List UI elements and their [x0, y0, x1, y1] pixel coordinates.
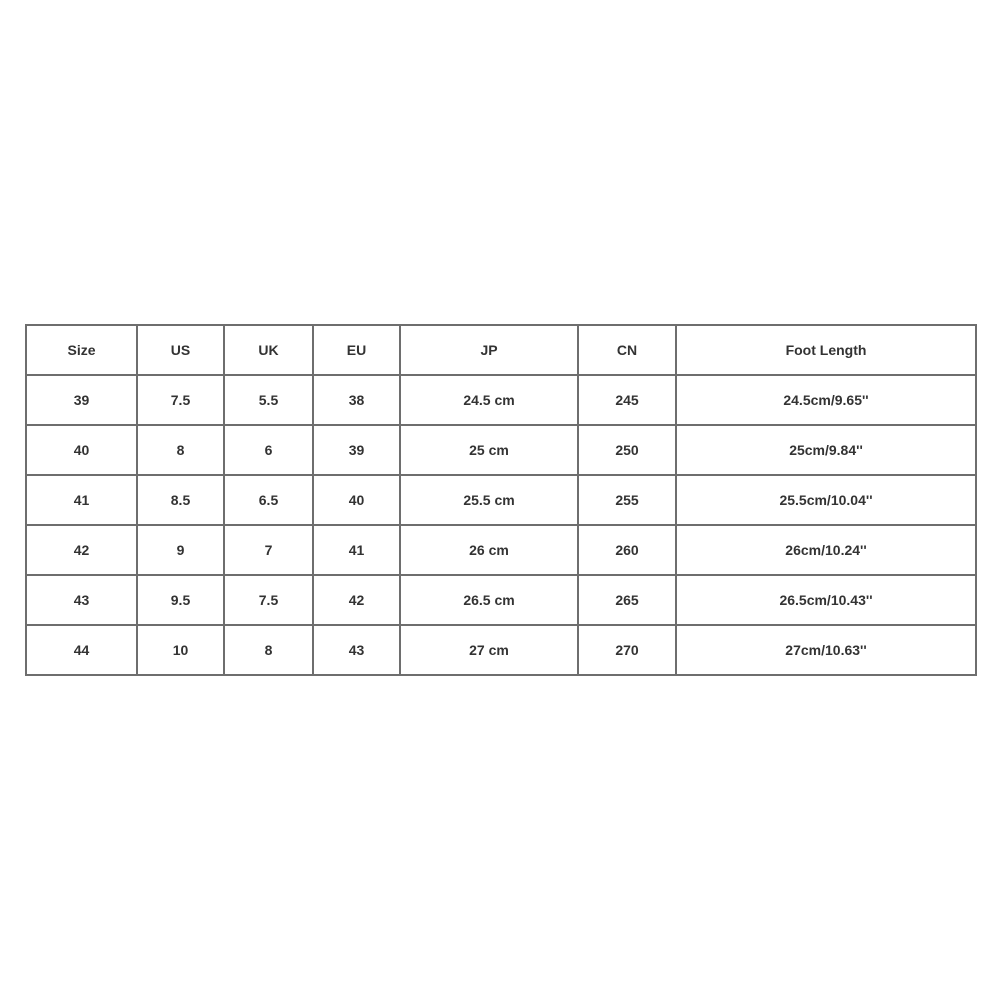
header-uk: UK	[224, 325, 313, 375]
header-eu: EU	[313, 325, 400, 375]
table-row	[26, 475, 976, 525]
table-header-row	[26, 325, 976, 375]
cell-jp: 27 cm	[400, 625, 578, 675]
cell-size: 43	[26, 575, 137, 625]
cell-us: 8.5	[137, 475, 224, 525]
header-size: Size	[26, 325, 137, 375]
cell-foot-length: 26.5cm/10.43''	[676, 575, 976, 625]
header-foot-length: Foot Length	[676, 325, 976, 375]
table-row	[26, 625, 976, 675]
cell-us: 7.5	[137, 375, 224, 425]
table-row	[26, 375, 976, 425]
cell-eu: 38	[313, 375, 400, 425]
cell-foot-length: 25.5cm/10.04''	[676, 475, 976, 525]
cell-eu: 41	[313, 525, 400, 575]
header-cn: CN	[578, 325, 676, 375]
cell-us: 9	[137, 525, 224, 575]
cell-foot-length: 24.5cm/9.65''	[676, 375, 976, 425]
table-row	[26, 575, 976, 625]
cell-cn: 270	[578, 625, 676, 675]
cell-cn: 255	[578, 475, 676, 525]
cell-us: 9.5	[137, 575, 224, 625]
table-row	[26, 525, 976, 575]
cell-us: 8	[137, 425, 224, 475]
cell-jp: 26 cm	[400, 525, 578, 575]
header-us: US	[137, 325, 224, 375]
cell-eu: 43	[313, 625, 400, 675]
cell-size: 42	[26, 525, 137, 575]
cell-jp: 26.5 cm	[400, 575, 578, 625]
cell-size: 41	[26, 475, 137, 525]
cell-uk: 6	[224, 425, 313, 475]
cell-us: 10	[137, 625, 224, 675]
cell-uk: 6.5	[224, 475, 313, 525]
cell-size: 39	[26, 375, 137, 425]
cell-jp: 25 cm	[400, 425, 578, 475]
cell-eu: 40	[313, 475, 400, 525]
cell-uk: 8	[224, 625, 313, 675]
cell-uk: 5.5	[224, 375, 313, 425]
cell-cn: 250	[578, 425, 676, 475]
cell-cn: 260	[578, 525, 676, 575]
cell-eu: 39	[313, 425, 400, 475]
table-row	[26, 425, 976, 475]
cell-jp: 25.5 cm	[400, 475, 578, 525]
cell-cn: 265	[578, 575, 676, 625]
header-jp: JP	[400, 325, 578, 375]
cell-uk: 7	[224, 525, 313, 575]
cell-eu: 42	[313, 575, 400, 625]
cell-cn: 245	[578, 375, 676, 425]
cell-foot-length: 25cm/9.84''	[676, 425, 976, 475]
size-chart-table	[25, 324, 977, 676]
cell-size: 44	[26, 625, 137, 675]
cell-foot-length: 27cm/10.63''	[676, 625, 976, 675]
cell-jp: 24.5 cm	[400, 375, 578, 425]
cell-foot-length: 26cm/10.24''	[676, 525, 976, 575]
cell-size: 40	[26, 425, 137, 475]
cell-uk: 7.5	[224, 575, 313, 625]
